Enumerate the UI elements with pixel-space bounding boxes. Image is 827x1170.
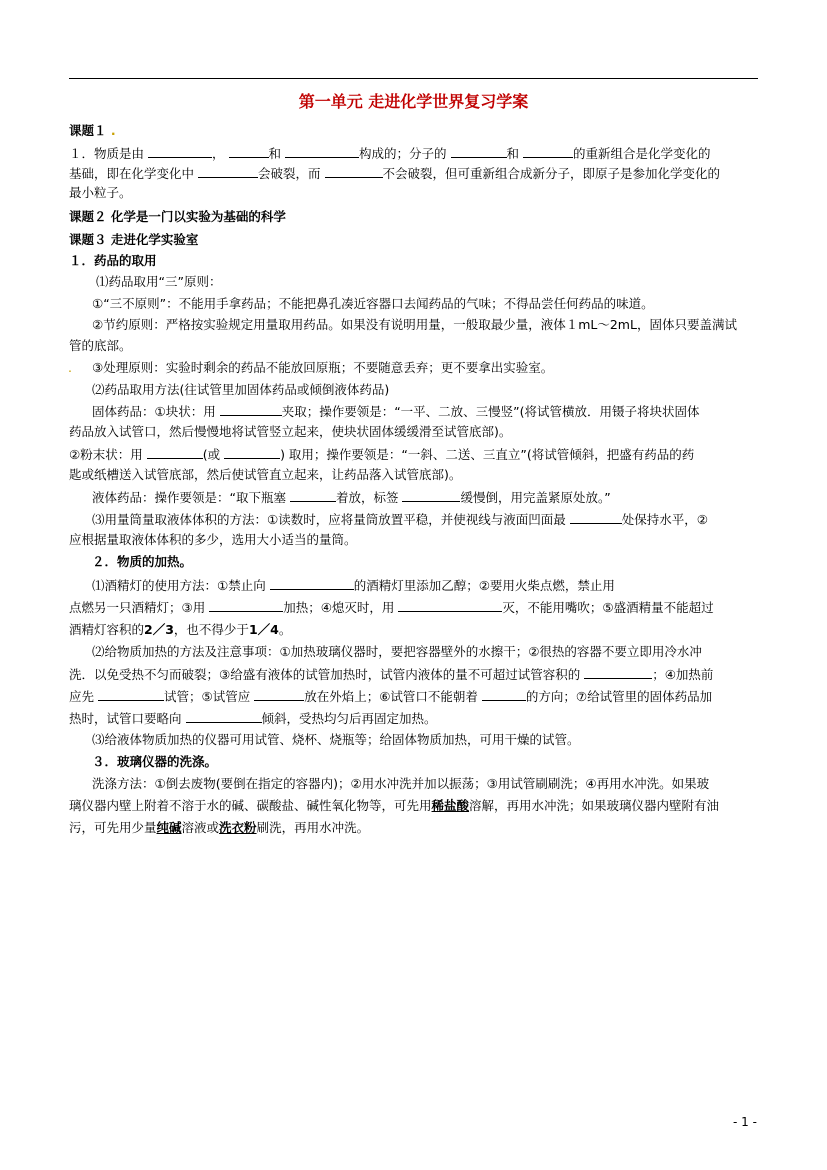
text-line: 固体药品：①块状：用 夹取；操作要领是：“一平、二放、三慢竖”(将试管横放．用镊子将块状固体 (92, 404, 700, 419)
lesson1-line2: 基础，即在化学变化中 会破裂，而 不会破裂，但可重新组合成新分子，即原子是参加化学变化的 (69, 166, 721, 181)
lesson3-heading: 课题３ 走进化学实验室 (69, 232, 199, 247)
text-line: ②粉末状：用 (或 ) 取用；操作要领是：“一斜、二送、三直立”(将试管倾斜，把盛有药品的药 (69, 447, 695, 462)
text-line: 药品放入试管口，然后慢慢地将试管竖立起来，使块状固体缓缓滑至试管底部)。 (69, 424, 512, 439)
text-line: 热时，试管口要略向 倾斜，受热均匀后再固定加热。 (69, 711, 437, 726)
text-line: ⑵药品取用方法(往试管里加固体药品或倾倒液体药品) (92, 382, 390, 397)
section3-heading: ３．玻璃仪器的洗涤。 (92, 754, 218, 769)
text-line: ⑴药品取用“三”原则： (96, 274, 222, 289)
text-line: 酒精灯容积的2／3，也不得少于1／4。 (69, 622, 292, 637)
text-line: ②节约原则：严格按实验规定用量取用药品。如果没有说明用量，一般取最少量，液体１mL～2mL，固体只要盖满试 (92, 317, 737, 332)
text-line: 洗．以免受热不匀而破裂；③给盛有液体的试管加热时，试管内液体的量不可超过试管容积的 ；④加热前 (69, 667, 714, 682)
page-title: 第一单元 走进化学世界复习学案 (298, 92, 529, 111)
lesson1-line3: 最小粒子。 (69, 185, 132, 200)
text-line: ⑴酒精灯的使用方法：①禁止向 的酒精灯里添加乙醇；②要用火柴点燃，禁止用 (92, 578, 615, 593)
section1-heading: １．药品的取用 (69, 253, 157, 268)
text-line: 液体药品：操作要领是：“取下瓶塞 着放，标签 缓慢倒，用完盖紧原处放。” (92, 490, 611, 505)
lesson2-heading: 课题２ 化学是一门以实验为基础的科学 (69, 209, 286, 224)
text-line: . ③处理原则：实验时剩余的药品不能放回原瓶；不要随意丢弃；更不要拿出实验室。 (68, 360, 554, 375)
text-line: ⑵给物质加热的方法及注意事项：①加热玻璃仪器时，要把容器壁外的水擦干；②很热的容器不要立即用冷水冲 (92, 644, 702, 659)
section2-heading: ２．物质的加热。 (92, 554, 193, 569)
text-line: 璃仪器内壁上附着不溶于水的碱、碳酸盐、碱性氧化物等，可先用稀盐酸溶解，再用水冲洗；如果玻璃仪器内壁附有油 (69, 798, 720, 813)
text-line: 应先 试管；⑤试管应 放在外焰上；⑥试管口不能朝着 的方向；⑦给试管里的固体药品加 (69, 689, 713, 704)
text-line: 洗涤方法：①倒去废物(要倒在指定的容器内)；②用水冲洗并加以振荡；③用试管刷刷洗；④再用水冲洗。如果玻 (92, 776, 710, 791)
header-rule (69, 78, 758, 79)
text-line: 污，可先用少量纯碱溶液或洗衣粉刷洗，再用水冲洗。 (69, 820, 370, 835)
lesson1-heading: 课题１ . (69, 123, 116, 138)
lesson1-line1: １．物质是由 ， 和 构成的；分子的 和 的重新组合是化学变化的 (69, 146, 711, 161)
text-line: 应根据量取液体体积的多少，选用大小适当的量筒。 (69, 532, 357, 547)
text-line: ⑶给液体物质加热的仪器可用试管、烧杯、烧瓶等；给固体物质加热，可用干燥的试管。 (92, 732, 580, 747)
text-line: ①“三不原则”：不能用手拿药品；不能把鼻孔凑近容器口去闻药品的气味；不得品尝任何药品的味道。 (92, 296, 654, 311)
text-line: 点燃另一只酒精灯；③用 加热；④熄灭时，用 灭，不能用嘴吹；⑤盛酒精量不能超过 (69, 600, 714, 615)
text-line: ⑶用量筒量取液体体积的方法：①读数时，应将量筒放置平稳，并使视线与液面凹面最 处保持水平，② (92, 512, 708, 527)
text-line: 管的底部。 (69, 338, 132, 353)
text-line: 匙或纸槽送入试管底部，然后使试管直立起来，让药品落入试管底部)。 (69, 467, 462, 482)
page-number: - 1 - (733, 1115, 757, 1129)
